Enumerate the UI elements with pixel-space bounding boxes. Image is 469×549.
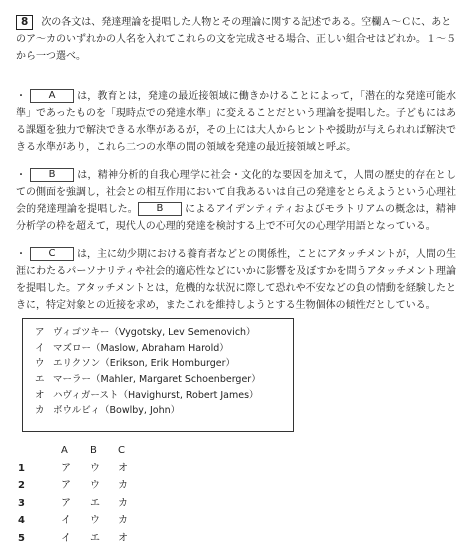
- option-item: [23, 356, 293, 372]
- choice-number: 4: [18, 515, 25, 527]
- table-row: [0, 512, 200, 530]
- option-name: ヴィゴツキー（Vygotsky, Lev Semenovich）: [53, 327, 256, 338]
- paragraph-b-text-after: によるアイデンティティおよびモラトリアムの概念は，精神分析学の枠を超えて，現代人の心理的発達を検討する上で不可欠の心理学用語となっている。: [16, 204, 456, 232]
- bullet: ・: [16, 91, 26, 102]
- paragraph-b: [16, 167, 456, 235]
- paragraph-b-text-before: は，精神分析的自我心理学に社会・文化的な要因を加えて，人間の歴史的存在としての側面を強調し，社会との相互作用において自我あるいは自己の発達をとらえようという心理社会的発達理論を提唱した。: [16, 170, 456, 215]
- blank-c: C: [30, 247, 74, 261]
- answer-table: [0, 442, 200, 548]
- cell-a: ア: [61, 497, 71, 509]
- cell-c: カ: [118, 515, 128, 527]
- cell-b: エ: [90, 497, 100, 509]
- option-name: マズロー（Maslow, Abraham Harold）: [53, 342, 229, 354]
- blank-b: B: [30, 168, 74, 182]
- paragraph-a: [16, 88, 456, 156]
- cell-c: カ: [118, 480, 128, 492]
- choice-number: 1: [18, 462, 25, 474]
- option-item: [23, 341, 293, 357]
- table-header-row: [0, 442, 200, 460]
- option-key: ア: [35, 327, 45, 338]
- column-header-a: A: [61, 445, 68, 456]
- table-row: [0, 477, 200, 495]
- choice-number: 2: [18, 480, 25, 492]
- blank-a: A: [30, 89, 74, 103]
- cell-b: ウ: [90, 515, 100, 527]
- bullet: ・: [16, 170, 26, 181]
- choice-number: 3: [18, 497, 25, 509]
- cell-c: オ: [118, 462, 128, 474]
- option-name: ハヴィガースト（Havighurst, Robert James）: [53, 389, 259, 401]
- cell-b: エ: [90, 532, 100, 544]
- blank-b-second: B: [138, 202, 182, 216]
- choice-number: 5: [18, 532, 25, 544]
- paragraph-c: [16, 246, 456, 314]
- option-key: イ: [35, 342, 45, 354]
- table-row: [0, 530, 200, 548]
- cell-c: オ: [118, 532, 128, 544]
- option-key: エ: [35, 374, 45, 386]
- question-text: 次の各文は、発達理論を提唱した人物とその理論に関する記述である。空欄Ａ～Ｃに、あとのア～カのいずれかの人名を入れてこれらの文を完成させる場合、正しい組合せはどれか。１～５から一つ選べ。: [16, 17, 456, 62]
- table-row: [0, 495, 200, 513]
- option-key: オ: [35, 389, 45, 401]
- options-box: [22, 318, 294, 432]
- option-name: エリクソン（Erikson, Erik Homburger）: [53, 358, 236, 370]
- column-header-c: C: [118, 445, 125, 456]
- question-header: [16, 14, 456, 65]
- column-header-b: B: [90, 445, 97, 456]
- option-item: [23, 372, 293, 388]
- cell-c: カ: [118, 497, 128, 509]
- cell-b: ウ: [90, 480, 100, 492]
- cell-a: イ: [61, 532, 71, 544]
- option-name: ボウルビィ（Bowlby, John）: [53, 405, 181, 417]
- bullet: ・: [16, 249, 26, 260]
- option-item: [23, 388, 293, 404]
- cell-a: ア: [61, 480, 71, 492]
- paragraph-a-text: は，教育とは，発達の最近接領域に働きかけることによって，「潜在的な発達可能水準」であったものを「現時点での発達水準」に変えることだという理論を提唱した。子どもにはある課題を独力で解決できる水準があるが，その上には大人からヒントや援助が与えられれば解決できる水準があり，これら二つの水準の間の領域を発達の最近接領域と呼ぶ。: [16, 91, 456, 153]
- question-number: 8: [16, 15, 33, 30]
- option-item: [23, 403, 293, 419]
- cell-a: イ: [61, 515, 71, 527]
- cell-a: ア: [61, 462, 71, 474]
- cell-b: ウ: [90, 462, 100, 474]
- option-name: マーラー（Mahler, Margaret Schoenberger）: [53, 374, 261, 386]
- paragraph-c-text: は，主に幼少期における養育者などとの関係性，ことにアタッチメントが，人間の生涯にわたるパーソナリティや社会的適応性などにいかに影響を及ぼすかを問うアタッチメント理論を提唱した。アタッチメントとは，危機的な状況に際して恐れや不安などの負の情動を経験したときに，特定対象との近接を求め，またこれを維持しようとする生物個体の傾性だとしている。: [16, 249, 456, 311]
- table-row: [0, 460, 200, 478]
- option-item: [23, 325, 293, 341]
- option-key: カ: [35, 405, 45, 417]
- option-key: ウ: [35, 358, 45, 370]
